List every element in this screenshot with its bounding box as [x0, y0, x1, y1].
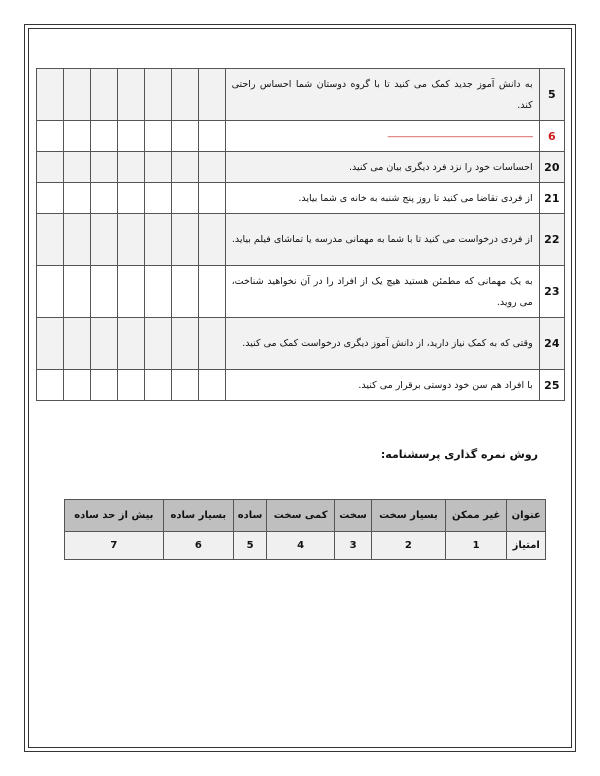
- scoring-header-cell: بسیار ساده: [163, 500, 233, 532]
- answer-cell[interactable]: [117, 266, 144, 318]
- answer-cell[interactable]: [144, 266, 171, 318]
- answer-cell[interactable]: [198, 183, 225, 214]
- scoring-cell: 1: [445, 532, 507, 560]
- answer-cell[interactable]: [171, 214, 198, 266]
- answer-cell[interactable]: [63, 266, 90, 318]
- answer-cell[interactable]: [63, 121, 90, 152]
- scoring-cell: امتیاز: [507, 532, 546, 560]
- scoring-header-cell: ساده: [234, 500, 267, 532]
- question-row: [37, 318, 565, 370]
- answer-cell[interactable]: [198, 318, 225, 370]
- scoring-header-cell: کمی سخت: [267, 500, 335, 532]
- question-number: 20: [539, 152, 564, 183]
- answer-cell[interactable]: [198, 69, 225, 121]
- answer-cell[interactable]: [171, 266, 198, 318]
- answer-cell[interactable]: [90, 69, 117, 121]
- answer-cell[interactable]: [63, 69, 90, 121]
- question-row: [37, 266, 565, 318]
- question-text: با افراد هم سن خود دوستی برقرار می کنید.: [225, 370, 539, 401]
- answer-cell[interactable]: [37, 266, 64, 318]
- question-text: وقتی که به کمک نیاز دارید، از دانش آموز دیگری درخواست کمک می کنید.: [225, 318, 539, 370]
- answer-cell[interactable]: [144, 152, 171, 183]
- answer-cell[interactable]: [37, 69, 64, 121]
- answer-cell[interactable]: [144, 214, 171, 266]
- answer-cell[interactable]: [144, 121, 171, 152]
- placeholder-dashes: -----------------------------------------------------------------------------: [387, 131, 533, 141]
- question-number: 6: [539, 121, 564, 152]
- question-text: از فردی تقاضا می کنید تا روز پنج شنبه به خانه ی شما بیاید.: [225, 183, 539, 214]
- answer-cell[interactable]: [90, 152, 117, 183]
- answer-cell[interactable]: [144, 69, 171, 121]
- answer-cell[interactable]: [63, 214, 90, 266]
- answer-cell[interactable]: [171, 370, 198, 401]
- answer-cell[interactable]: [171, 152, 198, 183]
- answer-cell[interactable]: [37, 214, 64, 266]
- scoring-cell: 7: [65, 532, 164, 560]
- answer-cell[interactable]: [171, 318, 198, 370]
- scoring-cell: 4: [267, 532, 335, 560]
- question-text: به دانش آموز جدید کمک می کنید تا با گروه دوستان شما احساس راحتی کند.: [225, 69, 539, 121]
- question-text: از فردی درخواست می کنید تا با شما به مهمانی مدرسه یا تماشای فیلم بیاید.: [225, 214, 539, 266]
- answer-cell[interactable]: [144, 183, 171, 214]
- scoring-cell: 6: [163, 532, 233, 560]
- answer-cell[interactable]: [171, 69, 198, 121]
- answer-cell[interactable]: [90, 214, 117, 266]
- scoring-method-title: روش نمره گذاری پرسشنامه:: [380, 448, 538, 461]
- answer-cell[interactable]: [198, 121, 225, 152]
- answer-cell[interactable]: [144, 318, 171, 370]
- answer-cell[interactable]: [171, 183, 198, 214]
- answer-cell[interactable]: [63, 318, 90, 370]
- scoring-cell: 2: [371, 532, 445, 560]
- scoring-cell: 3: [335, 532, 372, 560]
- answer-cell[interactable]: [117, 121, 144, 152]
- answer-cell[interactable]: [117, 318, 144, 370]
- answer-cell[interactable]: [90, 266, 117, 318]
- question-placeholder: [225, 121, 539, 152]
- answer-cell[interactable]: [90, 318, 117, 370]
- question-text: به یک مهمانی که مطمئن هستید هیچ یک از افراد را در آن نخواهید شناخت، می روید.: [225, 266, 539, 318]
- answer-cell[interactable]: [117, 152, 144, 183]
- answer-cell[interactable]: [117, 370, 144, 401]
- question-number: 24: [539, 318, 564, 370]
- answer-cell[interactable]: [117, 214, 144, 266]
- question-number: 5: [539, 69, 564, 121]
- scoring-header-cell: بسیار سخت: [371, 500, 445, 532]
- answer-cell[interactable]: [198, 152, 225, 183]
- scoring-header-cell: بیش از حد ساده: [65, 500, 164, 532]
- answer-cell[interactable]: [171, 121, 198, 152]
- answer-cell[interactable]: [63, 183, 90, 214]
- answer-cell[interactable]: [198, 370, 225, 401]
- question-row: [37, 183, 565, 214]
- answer-cell[interactable]: [37, 370, 64, 401]
- question-number: 25: [539, 370, 564, 401]
- scoring-cell: 5: [234, 532, 267, 560]
- answer-cell[interactable]: [117, 69, 144, 121]
- question-text: احساسات خود را نزد فرد دیگری بیان می کنید.: [225, 152, 539, 183]
- question-row: [37, 214, 565, 266]
- answer-cell[interactable]: [90, 370, 117, 401]
- answer-cell[interactable]: [37, 318, 64, 370]
- answer-cell[interactable]: [90, 183, 117, 214]
- answer-cell[interactable]: [63, 152, 90, 183]
- question-number: 21: [539, 183, 564, 214]
- answer-cell[interactable]: [90, 121, 117, 152]
- scoring-score-row: [65, 532, 546, 560]
- answer-cell[interactable]: [37, 152, 64, 183]
- answer-cell[interactable]: [63, 370, 90, 401]
- answer-cell[interactable]: [198, 266, 225, 318]
- answer-cell[interactable]: [144, 370, 171, 401]
- question-row: [37, 121, 565, 152]
- scoring-table: [64, 499, 546, 560]
- answer-cell[interactable]: [37, 121, 64, 152]
- answer-cell[interactable]: [117, 183, 144, 214]
- answer-cell[interactable]: [37, 183, 64, 214]
- question-row: [37, 152, 565, 183]
- scoring-header-row: [65, 500, 546, 532]
- scoring-header-cell: سخت: [335, 500, 372, 532]
- scoring-header-cell: غیر ممکن: [445, 500, 507, 532]
- scoring-header-cell: عنوان: [507, 500, 546, 532]
- question-number: 23: [539, 266, 564, 318]
- answer-cell[interactable]: [198, 214, 225, 266]
- questionnaire-table: [36, 68, 565, 401]
- question-row: [37, 370, 565, 401]
- question-row: [37, 69, 565, 121]
- question-number: 22: [539, 214, 564, 266]
